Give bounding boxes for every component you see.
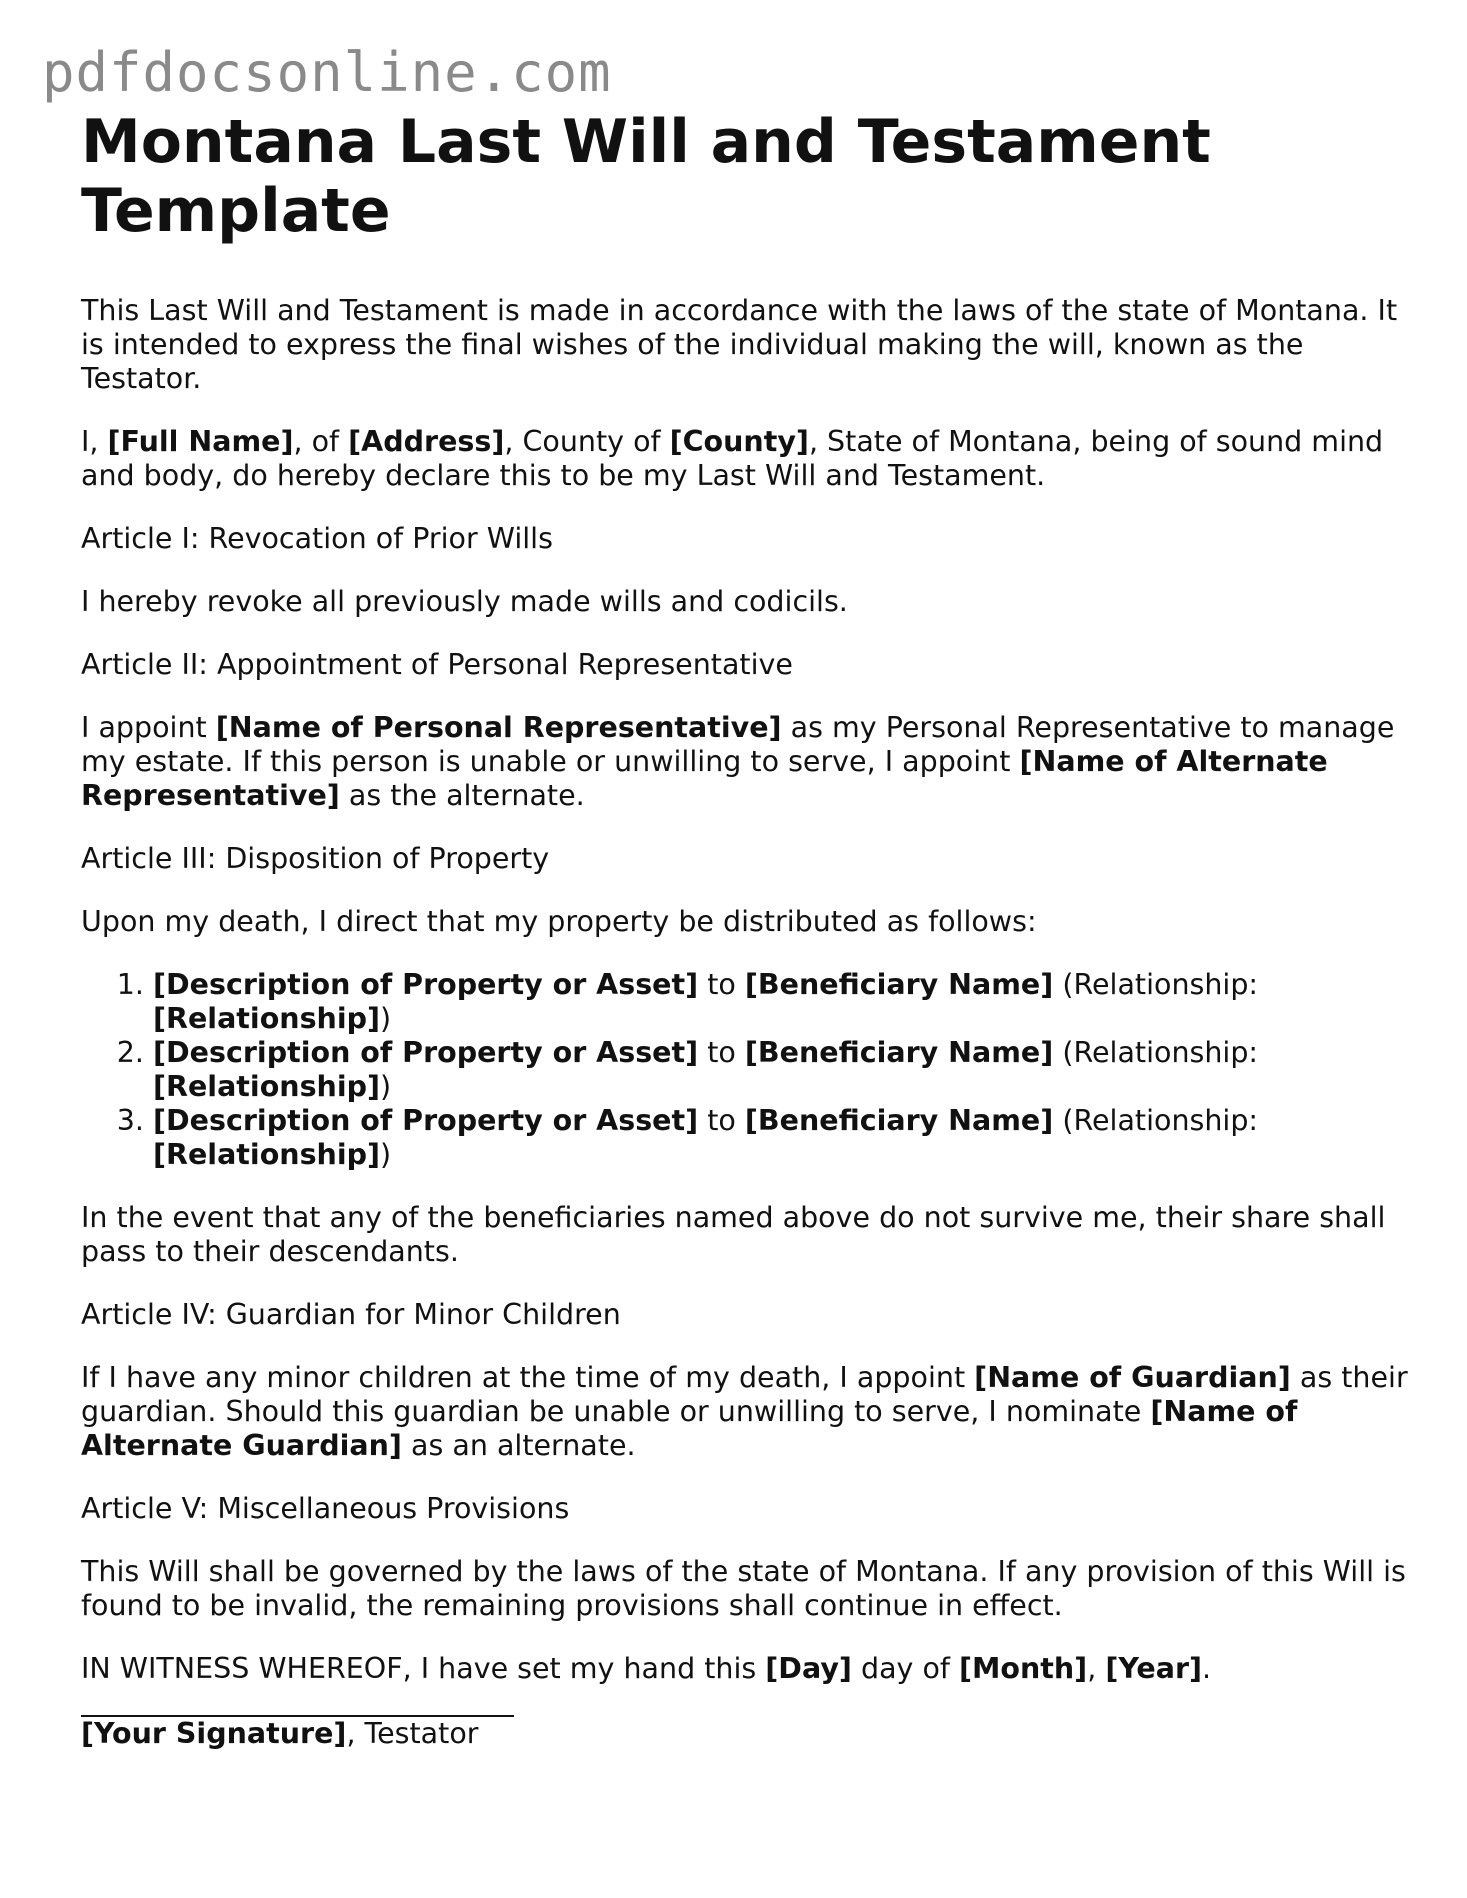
list-item: 1. [Description of Property or Asset] to [Beneficiary Name] (Relationship: [Relationship]) [153,968,1411,1036]
declaration-paragraph: I, [Full Name], of [Address], County of [County], State of Montana, being of sound mind and body, do hereby declare this to be my Last Will and Testament. [81,425,1384,492]
month-placeholder: [Month] [959,1652,1088,1685]
guardian-placeholder: [Name of Guardian] [974,1361,1291,1394]
document-body [81,108,1411,1751]
list-item: 2. [Description of Property or Asset] to [Beneficiary Name] (Relationship: [Relationship]) [153,1036,1411,1104]
signature-caption: [Your Signature], Testator [81,1717,479,1750]
article-1-heading: Article I: Revocation of Prior Wills [81,522,553,555]
article-5-text: This Will shall be governed by the laws of the state of Montana. If any provision of this Will is found to be invalid, the remaining provisions shall continue in effect. [81,1555,1406,1622]
full-name-placeholder: [Full Name] [107,425,294,458]
address-placeholder: [Address] [348,425,505,458]
intro-paragraph: This Last Will and Testament is made in accordance with the laws of the state of Montana. It is intended to express the final wishes of the individual making the will, known as the Testator. [81,294,1398,395]
signature-placeholder: [Your Signature] [81,1717,347,1750]
watermark: pdfdocsonline.com [42,41,612,104]
page-title: Montana Last Will and Testament Template [81,107,1211,246]
article-4-text: If I have any minor children at the time of my death, I appoint [Name of Guardian] as their guardian. Should this guardian be unable or unwilling to serve, I nominate [Name of Alternate Guardian] as an alternate. [81,1361,1408,1462]
article-5-heading: Article V: Miscellaneous Provisions [81,1492,570,1525]
alternate-representative-placeholder: [Name of Alternate Representative] [81,745,1328,812]
representative-placeholder: [Name of Personal Representative] [215,711,782,744]
article-1-text: I hereby revoke all previously made wills and codicils. [81,585,848,618]
year-placeholder: [Year] [1105,1652,1203,1685]
survivorship-paragraph: In the event that any of the beneficiaries named above do not survive me, their share shall pass to their descendants. [81,1201,1386,1268]
article-2-text: I appoint [Name of Personal Representative] as my Personal Representative to manage my estate. If this person is unable or unwilling to serve, I appoint [Name of Alternate Representative] as the alternate. [81,711,1395,812]
article-4-heading: Article IV: Guardian for Minor Children [81,1298,621,1331]
article-2-heading: Article II: Appointment of Personal Representative [81,648,793,681]
witness-paragraph: IN WITNESS WHEREOF, I have set my hand this [Day] day of [Month], [Year]. [81,1652,1212,1685]
day-placeholder: [Day] [765,1652,852,1685]
property-list [81,968,1411,1172]
county-placeholder: [County] [669,425,809,458]
alternate-guardian-placeholder: [Name of Alternate Guardian] [81,1395,1298,1462]
list-item: 3. [Description of Property or Asset] to [Beneficiary Name] (Relationship: [Relationship]) [153,1104,1411,1172]
article-3-heading: Article III: Disposition of Property [81,842,550,875]
article-3-lead: Upon my death, I direct that my property be distributed as follows: [81,905,1037,938]
